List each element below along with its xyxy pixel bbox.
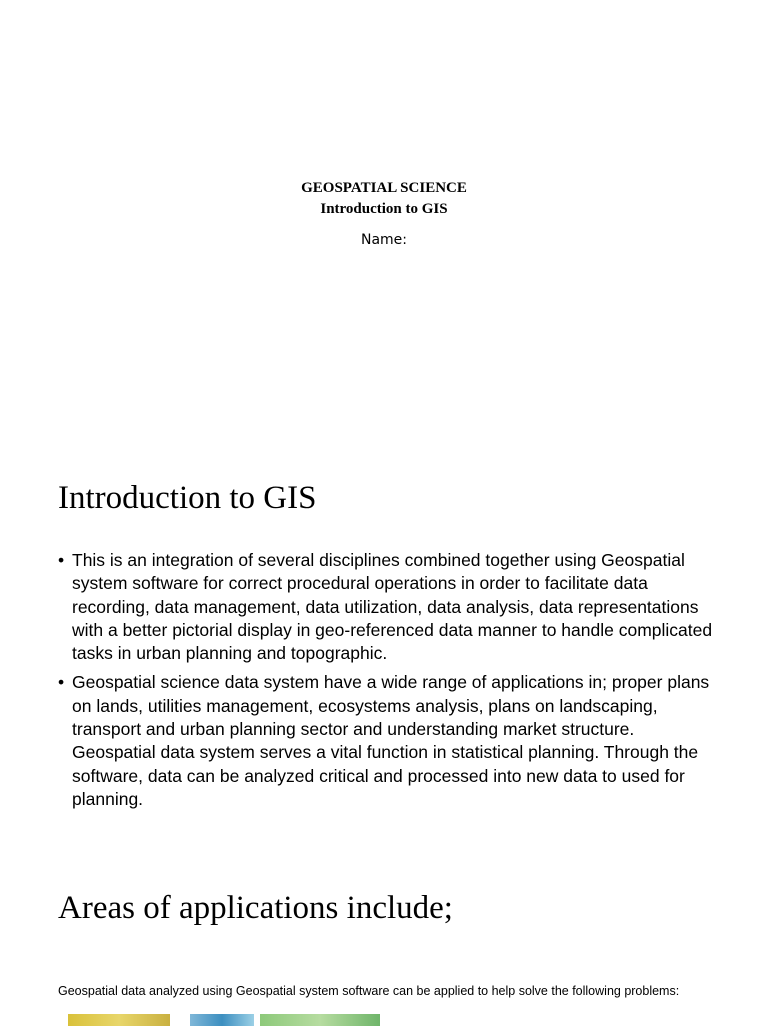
name-label: Name: bbox=[360, 232, 408, 248]
slide-body-text: Geospatial data analyzed using Geospatial system software can be applied to help solve the following problems: bbox=[58, 984, 680, 998]
bullet-text: This is an integration of several disciplines combined together using Geospatial system software for correct procedural operations in order to facilitate data recording, data management, data utilization, data analysis, data representations with a better pictorial display in geo-referenced data manner to handle complicated tasks in urban planning and topographic. bbox=[72, 550, 713, 664]
title-block bbox=[0, 178, 768, 220]
bullet-list bbox=[58, 549, 718, 817]
slide-heading: Introduction to GIS bbox=[58, 480, 317, 516]
course-subject: GEOSPATIAL SCIENCE bbox=[301, 180, 467, 196]
applications-slide bbox=[0, 880, 768, 1024]
bullet-item bbox=[58, 671, 718, 811]
bullet-item bbox=[58, 549, 718, 665]
map-thumbnail-image bbox=[68, 1014, 170, 1026]
intro-slide bbox=[0, 460, 768, 860]
bullet-text: Geospatial science data system have a wide range of applications in; proper plans on lands, utilities management, ecosystems analysis, plans on landscaping, transport and urban planning sector and understanding market structure. Geospatial data system serves a vital function in statistical planning. Through the software, data can be analyzed critical and processed into new data to used for planning. bbox=[72, 672, 710, 809]
map-thumbnail-image bbox=[260, 1014, 380, 1026]
course-topic: Introduction to GIS bbox=[320, 201, 448, 217]
bullet-marker: • bbox=[58, 672, 65, 693]
slide-heading: Areas of applications include; bbox=[58, 890, 453, 926]
bullet-marker: • bbox=[58, 550, 65, 570]
title-slide bbox=[0, 0, 768, 460]
map-thumbnail-image bbox=[190, 1014, 254, 1026]
